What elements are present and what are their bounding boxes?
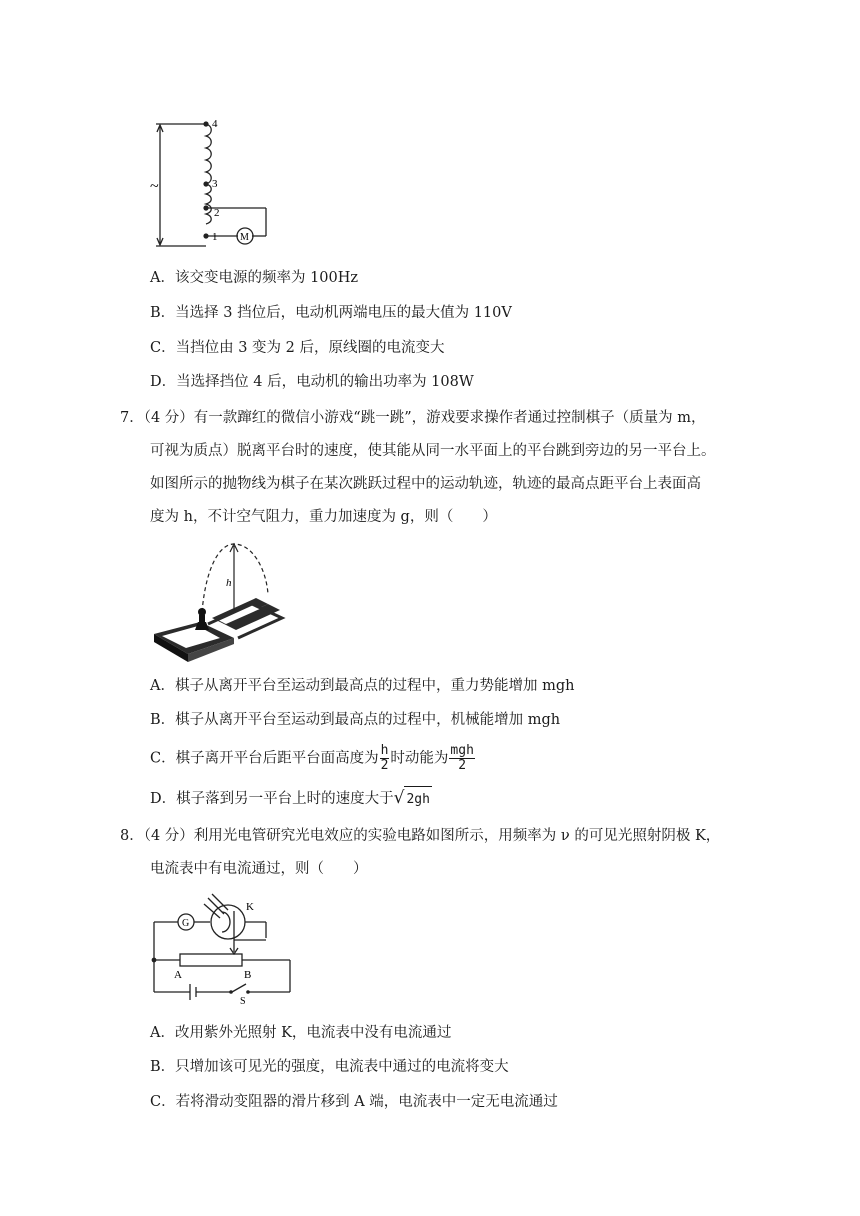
q8-stem-line-1: 8．（4 分）利用光电管研究光电效应的实验电路如图所示，用频率为 ν 的可见光照射阴极 K，	[120, 828, 721, 844]
jump-game-figure	[148, 538, 298, 666]
q7-stem-line-1: 7．（4 分）有一款蹿红的微信小游戏“跳一跳”，游戏要求操作者通过控制棋子（质量为 m，	[120, 410, 706, 426]
q7-option-c	[150, 744, 476, 773]
q7-stem-line-3: 如图所示的抛物线为棋子在某次跳跃过程中的运动轨迹，轨迹的最高点距平台上表面高	[150, 476, 701, 492]
q6-option-a: A．该交变电源的频率为 100Hz	[150, 270, 359, 286]
q7-stem-line-2: 可视为质点）脱离平台时的速度，使其能从同一水平面上的平台跳到旁边的另一平台上。	[150, 443, 716, 459]
switch-label: S	[240, 996, 246, 1004]
q7-option-c-prefix: C．棋子离开平台后距平台面高度为	[150, 750, 379, 767]
square-root-expression	[394, 786, 432, 812]
fraction-mgh-over-2	[449, 744, 474, 773]
tap-label-1: 1	[212, 231, 218, 243]
q7-stem-line-4: 度为 h，不计空气阻力，重力加速度为 g，则（ ）	[150, 509, 497, 525]
q8-option-c: C．若将滑动变阻器的滑片移到 A 端，电流表中一定无电流通过	[150, 1094, 558, 1110]
photoelectric-circuit-figure	[148, 884, 294, 1004]
q7-option-d-prefix: D．棋子落到另一平台上时的速度大于	[150, 791, 394, 807]
tap-label-3: 3	[212, 178, 218, 190]
q6-option-b: B．当选择 3 挡位后，电动机两端电压的最大值为 110V	[150, 305, 512, 321]
q6-option-c: C．当挡位由 3 变为 2 后，原线圈的电流变大	[150, 340, 445, 356]
q7-option-d	[150, 786, 432, 812]
cathode-label: K	[246, 901, 254, 913]
tap-label-2: 2	[214, 207, 220, 219]
q7-option-c-middle: 时动能为	[390, 750, 449, 767]
rheostat-end-a-label: A	[174, 969, 182, 981]
fraction-denominator: 2	[458, 758, 467, 773]
radicand: 2gh	[404, 786, 431, 812]
motor-label: M	[240, 232, 249, 243]
fraction-numerator: mgh	[450, 743, 474, 758]
q6-option-d: D．当选择挡位 4 后，电动机的输出功率为 108W	[150, 374, 474, 390]
q7-option-b: B．棋子从离开平台至运动到最高点的过程中，机械能增加 mgh	[150, 712, 561, 728]
galvanometer-label: G	[182, 918, 190, 929]
q7-option-a: A．棋子从离开平台至运动到最高点的过程中，重力势能增加 mgh	[150, 678, 575, 694]
q8-option-b: B．只增加该可见光的强度，电流表中通过的电流将变大	[150, 1059, 509, 1075]
height-label: h	[226, 577, 232, 589]
rheostat-end-b-label: B	[244, 969, 252, 981]
radical-sign: √	[393, 788, 405, 808]
q8-stem-line-2: 电流表中有电流通过，则（ ）	[150, 861, 368, 877]
transformer-figure	[148, 112, 278, 252]
ac-source-symbol: ~	[150, 178, 159, 195]
q8-option-a: A．改用紫外光照射 K，电流表中没有电流通过	[150, 1025, 452, 1041]
fraction-h-over-2	[380, 744, 390, 773]
tap-label-4: 4	[212, 118, 218, 130]
fraction-numerator: h	[380, 743, 389, 758]
fraction-denominator: 2	[380, 758, 389, 773]
